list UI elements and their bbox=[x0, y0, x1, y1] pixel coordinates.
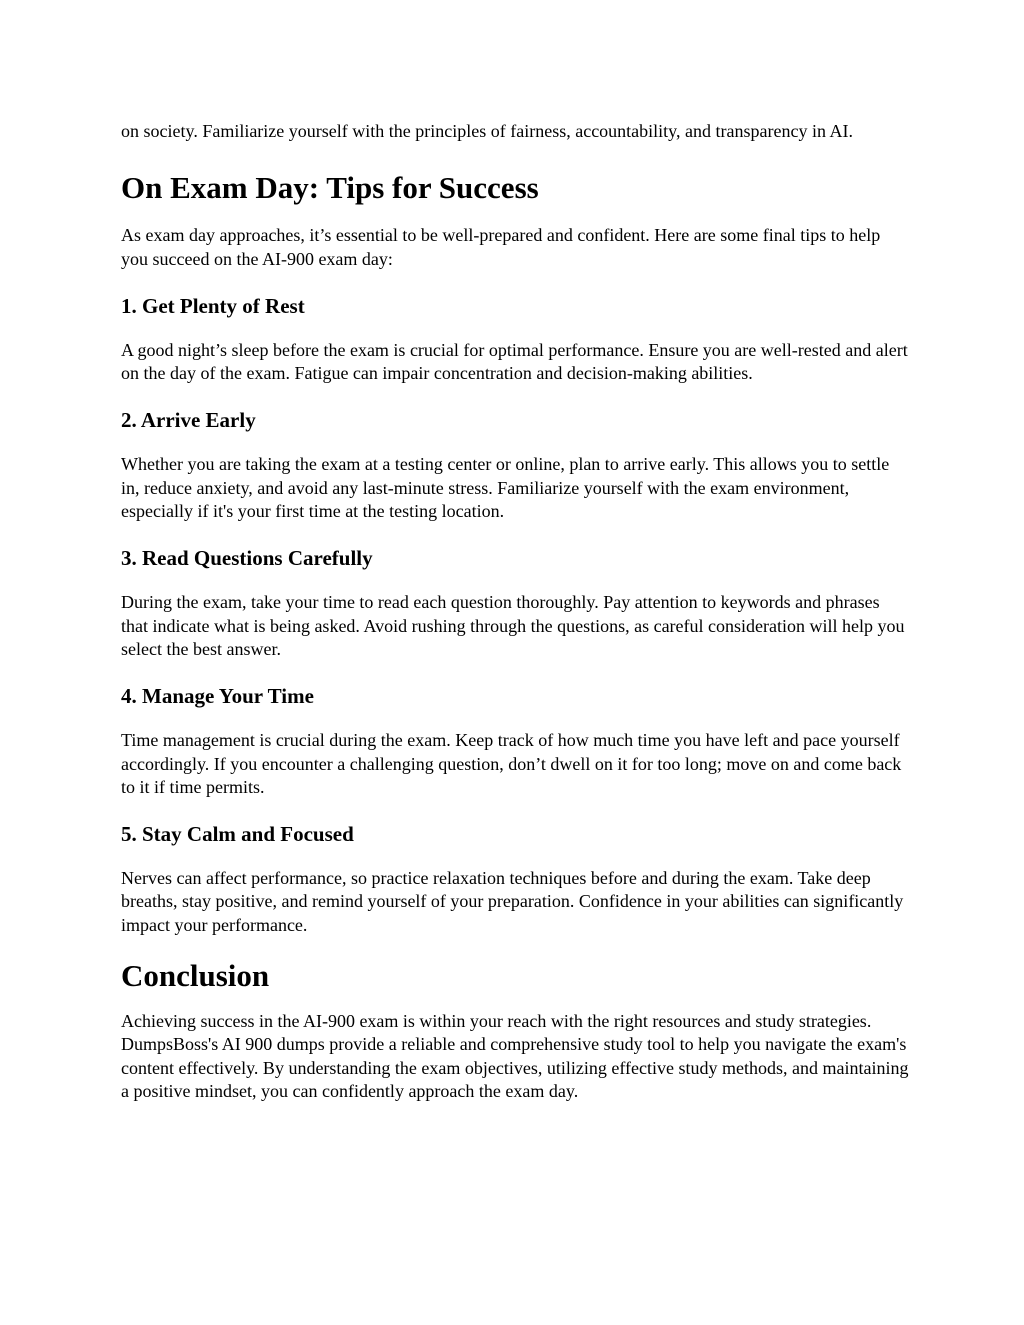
tip-body-manage-time: Time management is crucial during the exam. Keep track of how much time you have left and pace yourself accordingly. If you encounter a challenging question, don’t dwell on it for too long; move on and come back to it if time permits. bbox=[121, 730, 902, 797]
tip-body-stay-calm: Nerves can affect performance, so practice relaxation techniques before and during the exam. Take deep breaths, stay positive, and remind yourself of your preparation. Confidence in your abilities can significantly impact your performance. bbox=[121, 868, 904, 935]
tip-heading-arrive-early: 2. Arrive Early bbox=[121, 408, 256, 433]
tip-body-read-questions: During the exam, take your time to read each question thoroughly. Pay attention to keywords and phrases that indicate what is being asked. Avoid rushing through the questions, as careful consideration will help you select the best answer. bbox=[121, 592, 905, 659]
conclusion-paragraph: Achieving success in the AI-900 exam is within your reach with the right resources and study strategies. DumpsBoss's AI 900 dumps provide a reliable and comprehensive study tool to help you navigate the exam's content effectively. By understanding the exam objectives, utilizing effective study methods, and maintaining a positive mindset, you can confidently approach the exam day. bbox=[121, 1011, 909, 1101]
tip-heading-rest: 1. Get Plenty of Rest bbox=[121, 293, 305, 318]
tip-body-arrive-early: Whether you are taking the exam at a testing center or online, plan to arrive early. This allows you to settle in, reduce anxiety, and avoid any last-minute stress. Familiarize yourself with the exam environment, especially if it's your first time at the testing location. bbox=[121, 454, 890, 522]
exam-day-intro-paragraph: As exam day approaches, it’s essential to be well-prepared and confident. Here are some final tips to help you succeed on the AI-900 exam day: bbox=[121, 225, 881, 269]
tip-heading-stay-calm: 5. Stay Calm and Focused bbox=[121, 822, 354, 847]
tip-heading-manage-time: 4. Manage Your Time bbox=[121, 684, 314, 709]
tip-heading-read-questions: 3. Read Questions Carefully bbox=[121, 546, 373, 571]
section-heading-conclusion: Conclusion bbox=[121, 958, 270, 994]
document-page bbox=[121, 120, 911, 1103]
intro-paragraph: on society. Familiarize yourself with the principles of fairness, accountability, and transparency in AI. bbox=[121, 121, 853, 141]
section-heading-exam-day: On Exam Day: Tips for Success bbox=[121, 170, 539, 206]
tip-body-rest: A good night’s sleep before the exam is crucial for optimal performance. Ensure you are well-rested and alert on the day of the exam. Fatigue can impair concentration and decision-making abilities. bbox=[121, 339, 908, 384]
